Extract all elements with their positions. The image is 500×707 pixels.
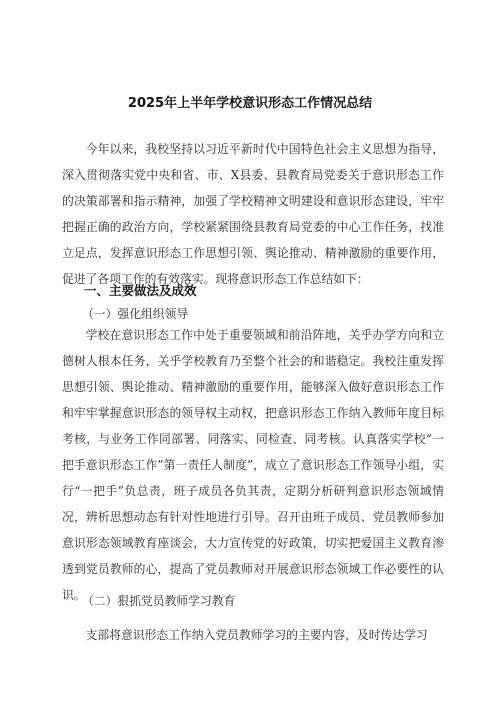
- education-paragraph: 支部将意识形态工作纳入党员教师学习的主要内容，及时传达学习: [85, 628, 428, 642]
- organization-paragraph: 学校在意识形态工作中处于重要领域和前沿阵地，关乎办学方向和立德树人根本任务，关乎学校教育乃至整个社会的和谐稳定。我校注重发挥思想引领、舆论推动、精神激励的重要作用，能够深入做好意识形态工作和牢牢掌握意识形态的领导权主动权，把意识形态工作纳入教师年度目标考核，与业务工作同部署、同落实、同检查、同考核。认真落实学校“一把手意识形态工作”第一责任人制度”，成立了意识形态工作领导小组，实行“一把手”负总责，班子成员各负其责，定期分析研判意识形态领域情况，辨析思想动态有针对性地进行引导。召开由班子成员、党员教师参加意识形态领域教育座谈会，大力宣传党的好政策，切实把爱国主义教育渗透到党员教师的心，提高了党员教师对开展意识形态领域工作必要性的认识。: [62, 328, 444, 602]
- subsection-heading-education: （二）狠抓党员教师学习教育: [82, 594, 236, 608]
- document-title: 2025年上半年学校意识形态工作情况总结: [127, 96, 373, 111]
- intro-paragraph: 今年以来，我校坚持以习近平新时代中国特色社会主义思想为指导，深入贯彻落实党中央和省、市、X县委、县教育局党委关于意识形态工作的决策部署和指示精神，加强了学校精神文明建设和意识形态建设，牢牢把握正确的政治方向，学校紧紧围绕县教育局党委的中心工作任务，找准立足点，发挥意识形态工作思想引领、舆论推动、精神激励的重要作用，促进了各项工作的有效落实。现将意识形态工作总结如下：: [62, 142, 444, 286]
- section-heading-main-practices: 一、主要做法及成效: [84, 283, 197, 298]
- subsection-heading-organization: （一）强化组织领导: [82, 307, 189, 321]
